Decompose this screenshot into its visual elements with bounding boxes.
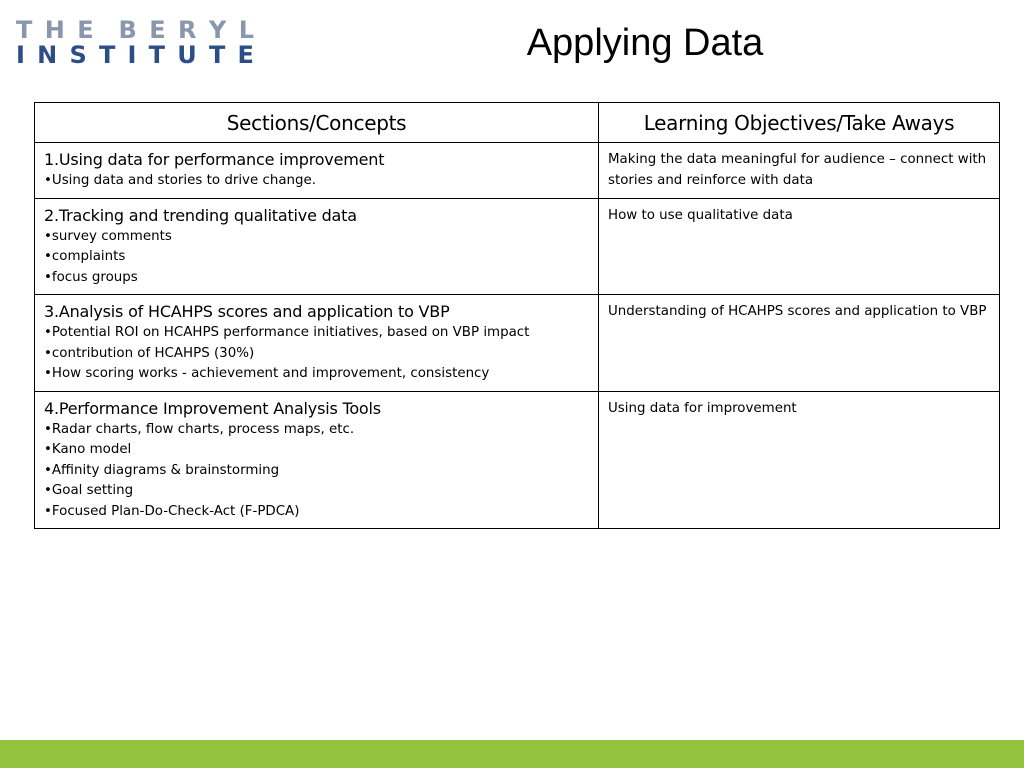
- logo-line-the-beryl: [16, 18, 254, 43]
- table-header-row: [35, 103, 1000, 143]
- bullet-item: •Goal setting: [44, 483, 134, 498]
- bullet-item: •Kano model: [44, 442, 132, 457]
- section-bullets: [44, 227, 590, 289]
- slide-title: Applying Data: [526, 22, 764, 64]
- logo-letter: T: [148, 41, 166, 69]
- logo-letter: S: [69, 41, 87, 69]
- table-row: [35, 391, 1000, 529]
- section-title: 3.Analysis of HCAHPS scores and application to VBP: [44, 302, 450, 321]
- objective-cell: [599, 295, 1000, 392]
- logo-letter: Y: [208, 16, 227, 44]
- header-sections-concepts: Sections/Concepts: [35, 103, 599, 143]
- logo-letter: T: [208, 41, 226, 69]
- objective-text: Making the data meaningful for audience – connect with stories and reinforce with data: [608, 152, 987, 188]
- logo-letter: B: [118, 16, 137, 44]
- logo-letter: E: [237, 41, 254, 69]
- logo-letter: E: [77, 16, 94, 44]
- logo-letter: I: [127, 41, 137, 69]
- table-row: [35, 295, 1000, 392]
- objective-text: Using data for improvement: [608, 400, 797, 416]
- logo-letter: R: [178, 16, 197, 44]
- logo-letter: I: [16, 41, 25, 69]
- bullet-item: •survey comments: [44, 228, 172, 244]
- section-title: 2.Tracking and trending qualitative data: [44, 205, 357, 225]
- beryl-institute-logo: [16, 18, 254, 68]
- bullet-item: •Using data and stories to drive change.: [44, 173, 317, 188]
- section-title: 4.Performance Improvement Analysis Tools: [44, 398, 381, 418]
- table-row: [35, 198, 1000, 295]
- section-cell: [35, 391, 599, 529]
- section-cell: [35, 143, 599, 199]
- logo-letter: L: [238, 16, 254, 44]
- logo-letter: T: [98, 41, 116, 69]
- bullet-item: •contribution of HCAHPS (30%): [44, 345, 255, 361]
- sections-table: [34, 102, 1000, 529]
- bullet-item: •Affinity diagrams & brainstorming: [44, 462, 280, 478]
- logo-letter: E: [149, 16, 166, 44]
- table-row: [35, 143, 1000, 199]
- section-bullets: [44, 171, 590, 192]
- objective-cell: [599, 198, 1000, 295]
- logo-letter: N: [37, 41, 58, 69]
- section-bullets: [44, 420, 590, 523]
- bullet-item: •Radar charts, flow charts, process maps, etc.: [44, 421, 355, 437]
- objective-cell: [599, 391, 1000, 529]
- section-cell: [35, 198, 599, 295]
- logo-letter: H: [44, 16, 65, 44]
- bullet-item: •focus groups: [44, 269, 138, 285]
- bullet-item: •Potential ROI on HCAHPS performance initiatives, based on VBP impact: [44, 325, 530, 340]
- bullet-item: •Focused Plan-Do-Check-Act (F-PDCA): [44, 503, 300, 519]
- objective-text: How to use qualitative data: [608, 207, 793, 223]
- header-learning-objectives: Learning Objectives/Take Aways: [599, 103, 1000, 143]
- bullet-item: •How scoring works - achievement and improvement, consistency: [44, 366, 490, 381]
- logo-letter: U: [177, 41, 197, 69]
- objective-cell: [599, 143, 1000, 199]
- objective-text: Understanding of HCAHPS scores and application to VBP: [608, 304, 987, 319]
- bullet-item: •complaints: [44, 249, 126, 264]
- section-bullets: [44, 323, 590, 385]
- logo-line-institute: [16, 43, 254, 68]
- section-title: 1.Using data for performance improvement: [44, 150, 385, 169]
- footer-accent-bar: [0, 740, 1024, 768]
- logo-letter: T: [16, 16, 33, 44]
- section-cell: [35, 295, 599, 392]
